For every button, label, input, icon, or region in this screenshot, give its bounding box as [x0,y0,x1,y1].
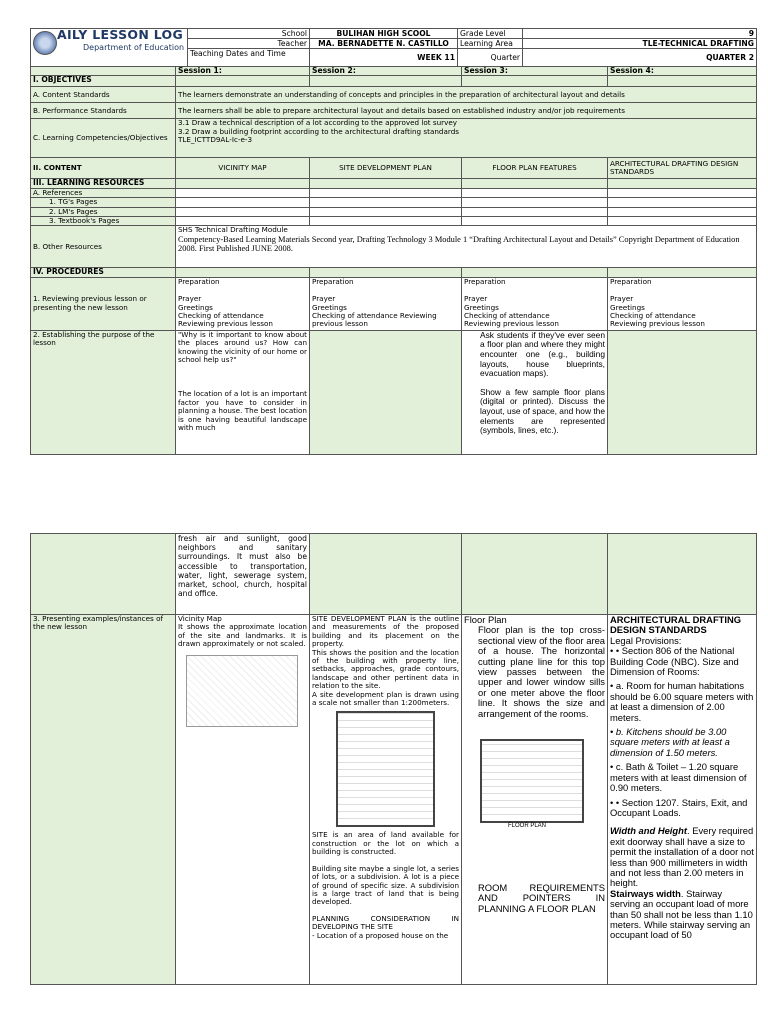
purpose-location-text: The location of a lot is an important factor you have to consider in planning a house. The best location is one having beautiful landscape with much [178,389,307,433]
school-value: BULIHAN HIGH SCOOL [310,29,458,39]
quarter-value: QUARTER 2 [523,49,757,67]
review-session-2 [310,277,462,330]
lm-blank-2 [310,207,462,216]
s2-prayer: Prayer [312,294,336,304]
lesson-table-continued [30,533,757,985]
s4-greetings: Greetings [610,302,645,312]
purpose-label: 2. Establishing the purpose of the lesson [31,330,176,454]
s4-reviewing: Reviewing previous lesson [610,319,705,329]
ref-blank-4 [608,188,757,197]
s1-greetings: Greetings [178,302,213,312]
other-resource-module: SHS Technical Drafting Module [178,225,288,235]
competencies-label: C. Learning Competencies/Objectives [31,119,176,158]
purpose-session-4 [608,330,757,454]
sdp-shows: This shows the position and the location of the building with property line, setbacks, approaches, grade contours, landscape and other pertinent data in relation to the site. [312,647,459,691]
department-name: Department of Education [83,43,185,52]
other-resources-value [176,226,757,268]
width-height-title: Width and Height [610,825,687,837]
cont-session-4 [608,534,757,615]
session-3-header: Session 3: [462,67,608,76]
teacher-label: Teacher [188,39,310,49]
purpose-session-1 [176,330,310,454]
lesson-log-page-2 [30,533,757,985]
lm-blank-1 [176,207,310,216]
review-session-3 [462,277,608,330]
s2-preparation: Preparation [312,277,354,286]
width-height-rule [610,826,754,888]
presenting-label: 3. Presenting examples/instances of the new lesson [31,615,176,985]
s1-checking: Checking of attendance [178,311,264,321]
s1-prayer: Prayer [178,294,202,304]
res-blank-1 [176,179,310,188]
proc-blank-3 [462,268,608,277]
teacher-value: MA. BERNADETTE N. CASTILLO [310,39,458,49]
objectives-heading: I. OBJECTIVES [31,76,176,87]
lesson-table [30,66,757,455]
s3-prayer: Prayer [464,294,488,304]
floor-plan-drawing [470,725,600,835]
sessions-header-blank [31,67,176,76]
planning-consideration-item: - Location of a proposed house on the [312,930,449,940]
res-blank-4 [608,179,757,188]
tb-blank-1 [176,217,310,226]
presenting-session-2 [310,615,462,985]
site-plan-sketch [336,711,435,827]
reviewing-label: 1. Reviewing previous lesson or presenting the new lesson [31,277,176,330]
section-1207: • • Section 1207. Stairs, Exit, and Occupant Loads. [610,796,748,818]
stairways-rule [610,889,754,941]
cont-label-blank [31,534,176,615]
content-session-4: ARCHITECTURAL DRAFTING DESIGN STANDARDS [608,158,757,179]
ref-blank-1 [176,188,310,197]
grade-value: 9 [523,29,757,39]
content-session-1: VICINITY MAP [176,158,310,179]
competencies-value [176,119,757,158]
cont-session-1: fresh air and sunlight, good neighbors and sanitary surroundings. It must also be accessible to transportation, water, light, sewerage system, market, school, church, hospital and office. [176,534,310,615]
s3-reviewing: Reviewing previous lesson [464,319,559,329]
ref-blank-2 [310,188,462,197]
res-blank-3 [462,179,608,188]
presenting-session-4 [608,615,757,985]
res-blank-2 [310,179,462,188]
s4-checking: Checking of attendance [610,311,696,321]
header-logo-cell [31,29,188,67]
s3-checking: Checking of attendance [464,311,550,321]
floor-plan-text: Floor plan is the top cross-sectional view of the floor area of a house. The horizontal cutting plane line for this top view passes between the upper and lower window sills or one meter above the floor line. It shows the size and arrangement of the rooms. [478,624,605,719]
stairways-title: Stairways width [610,887,681,899]
quarter-label: Quarter [458,49,523,67]
s1-reviewing: Reviewing previous lesson [178,319,273,329]
area-label: Learning Area [458,39,523,49]
cont-session-3 [462,534,608,615]
purpose-question: "Why is it important to know about the places around us? How can knowing the vicinity of our home or school help us?" [178,330,307,365]
width-height-text: . Every required exit doorway shall have a size to permit the installation of a door not less than 900 millimeters in width and not less than 2.00 meters in height. [610,825,754,889]
resources-heading: III. LEARNING RESOURCES [31,179,176,188]
lm-blank-3 [462,207,608,216]
s2-greetings: Greetings [312,302,347,312]
design-standards-title: ARCHITECTURAL DRAFTING DESIGN STANDARDS [610,614,742,636]
floor-plan-caption: FLOOR PLAN [508,823,547,830]
s2-checking: Checking of attendance Reviewing [312,311,437,321]
competency-code: TLE_ICTTD9AL-Ic-e-3 [178,135,253,145]
lm-blank-4 [608,207,757,216]
tg-blank-3 [462,198,608,207]
log-title: AILY LESSON LOG [57,28,184,42]
cont-session-2 [310,534,462,615]
legal-provisions: Legal Provisions: [610,634,682,646]
other-resource-cblm: Competency-Based Learning Materials Second year, Drafting Technology 3 Module 1 “Drafting Architectural Layout and Details” Copyright Department of Education 2008. First Published JUNE 2008. [178,234,740,254]
tg-blank-4 [608,198,757,207]
planning-consideration-heading: PLANNING CONSIDERATION IN DEVELOPING THE SITE [312,913,459,932]
review-session-1 [176,277,310,330]
header-table [30,28,757,67]
performance-standards-value: The learners shall be able to prepare architectural layout and details based on established industry and/or job requirements [176,103,757,119]
tg-pages-label: 1. TG's Pages [31,198,176,207]
vicinity-map-text: It shows the approximate location of the site and landmarks. It is drawn approximately or not scaled. [178,622,307,649]
competency-2: 3.2 Draw a building footprint according to the architectural drafting standards [178,126,460,136]
nbc-section-806: • • Section 806 of the National Building Code (NBC). Size and Dimension of Rooms: [610,645,739,678]
purpose-session-3 [462,330,608,454]
sdp-scale: A site development plan is drawn using a scale not smaller than 1:200meters. [312,689,459,708]
content-session-3: FLOOR PLAN FEATURES [462,158,608,179]
tg-blank-2 [310,198,462,207]
deped-seal-icon [33,31,57,55]
session-4-header: Session 4: [608,67,757,76]
objectives-blank-4 [608,76,757,87]
presenting-session-1 [176,615,310,985]
procedures-heading: IV. PROCEDURES [31,268,176,277]
stairways-text: . Stairway serving an occupant load of more than 50 shall not be less than 1.10 meters. While stairway serving an occupant load of 50 [610,887,753,941]
lesson-log-page-1 [30,28,757,455]
s2-reviewing: previous lesson [312,319,368,329]
other-resources-label: B. Other Resources [31,226,176,268]
vicinity-map-title: Vicinity Map [178,614,222,623]
tg-blank-1 [176,198,310,207]
sdp-definition: SITE DEVELOPMENT PLAN is the outline and measurements of the proposed building and its placement on the property. [312,614,459,649]
floor-plan-sketch [480,739,584,823]
dates-label: Teaching Dates and Time [188,49,310,67]
vicinity-map-sketch [186,655,298,727]
site-definition: SITE is an area of land available for construction or the lot on which a building is constructed. [312,830,459,857]
floor-plan-title: Floor Plan [464,614,507,625]
references-label: A. References [31,188,176,197]
school-label: School [188,29,310,39]
textbook-pages-label: 3. Textbook's Pages [31,217,176,226]
purpose-floorplan-show: Show a few sample floor plans (digital or printed). Discuss the layout, use of space, and how the elements are represented (symbols, lines, etc.). [480,386,605,436]
content-standards-value: The learners demonstrate an understanding of concepts and principles in the preparation of architectural layout and details [176,87,757,103]
review-session-4 [608,277,757,330]
presenting-session-3 [462,615,608,985]
purpose-session-2 [310,330,462,454]
competency-1: 3.1 Draw a technical description of a lot according to the approved lot survey [178,118,458,128]
s4-preparation: Preparation [610,277,652,286]
grade-label: Grade Level [458,29,523,39]
kitchen-requirement: • b. Kitchens should be 3.00 square meters with at least a dimension of 1.50 meters. [610,726,730,758]
room-requirements-heading: ROOM REQUIREMENTS AND POINTERS IN PLANNING A FLOOR PLAN [478,882,605,914]
proc-blank-1 [176,268,310,277]
tb-blank-2 [310,217,462,226]
area-value: TLE-TECHNICAL DRAFTING [523,39,757,49]
tb-blank-4 [608,217,757,226]
content-session-2: SITE DEVELOPMENT PLAN [310,158,462,179]
content-standards-label: A. Content Standards [31,87,176,103]
lm-pages-label: 2. LM's Pages [31,207,176,216]
session-1-header: Session 1: [176,67,310,76]
building-site-text: Building site maybe a single lot, a series of lots, or a subdivision. A lot is a piece of ground of specific size. A subdivision is a large tract of land that is being developed. [312,863,459,907]
bath-toilet-requirement: • c. Bath & Toilet – 1.20 square meters with at least dimension of 0.90 meters. [610,761,747,794]
content-heading: II. CONTENT [31,158,176,179]
room-habitation-requirement: • a. Room for human habitations should be 6.00 square meters with at least a dimension of 2.00 meters. [610,680,754,723]
session-2-header: Session 2: [310,67,462,76]
tb-blank-3 [462,217,608,226]
performance-standards-label: B. Performance Standards [31,103,176,119]
dates-value: WEEK 11 [310,49,458,67]
objectives-blank-1 [176,76,310,87]
s4-prayer: Prayer [610,294,634,304]
proc-blank-4 [608,268,757,277]
s1-preparation: Preparation [178,277,220,286]
purpose-floorplan-ask: Ask students if they've ever seen a floor plan and where they might encounter one (e.g., building layouts, house blueprints, evacuation maps). [480,330,605,379]
ref-blank-3 [462,188,608,197]
s3-preparation: Preparation [464,277,506,286]
objectives-blank-2 [310,76,462,87]
objectives-blank-3 [462,76,608,87]
proc-blank-2 [310,268,462,277]
s3-greetings: Greetings [464,302,499,312]
